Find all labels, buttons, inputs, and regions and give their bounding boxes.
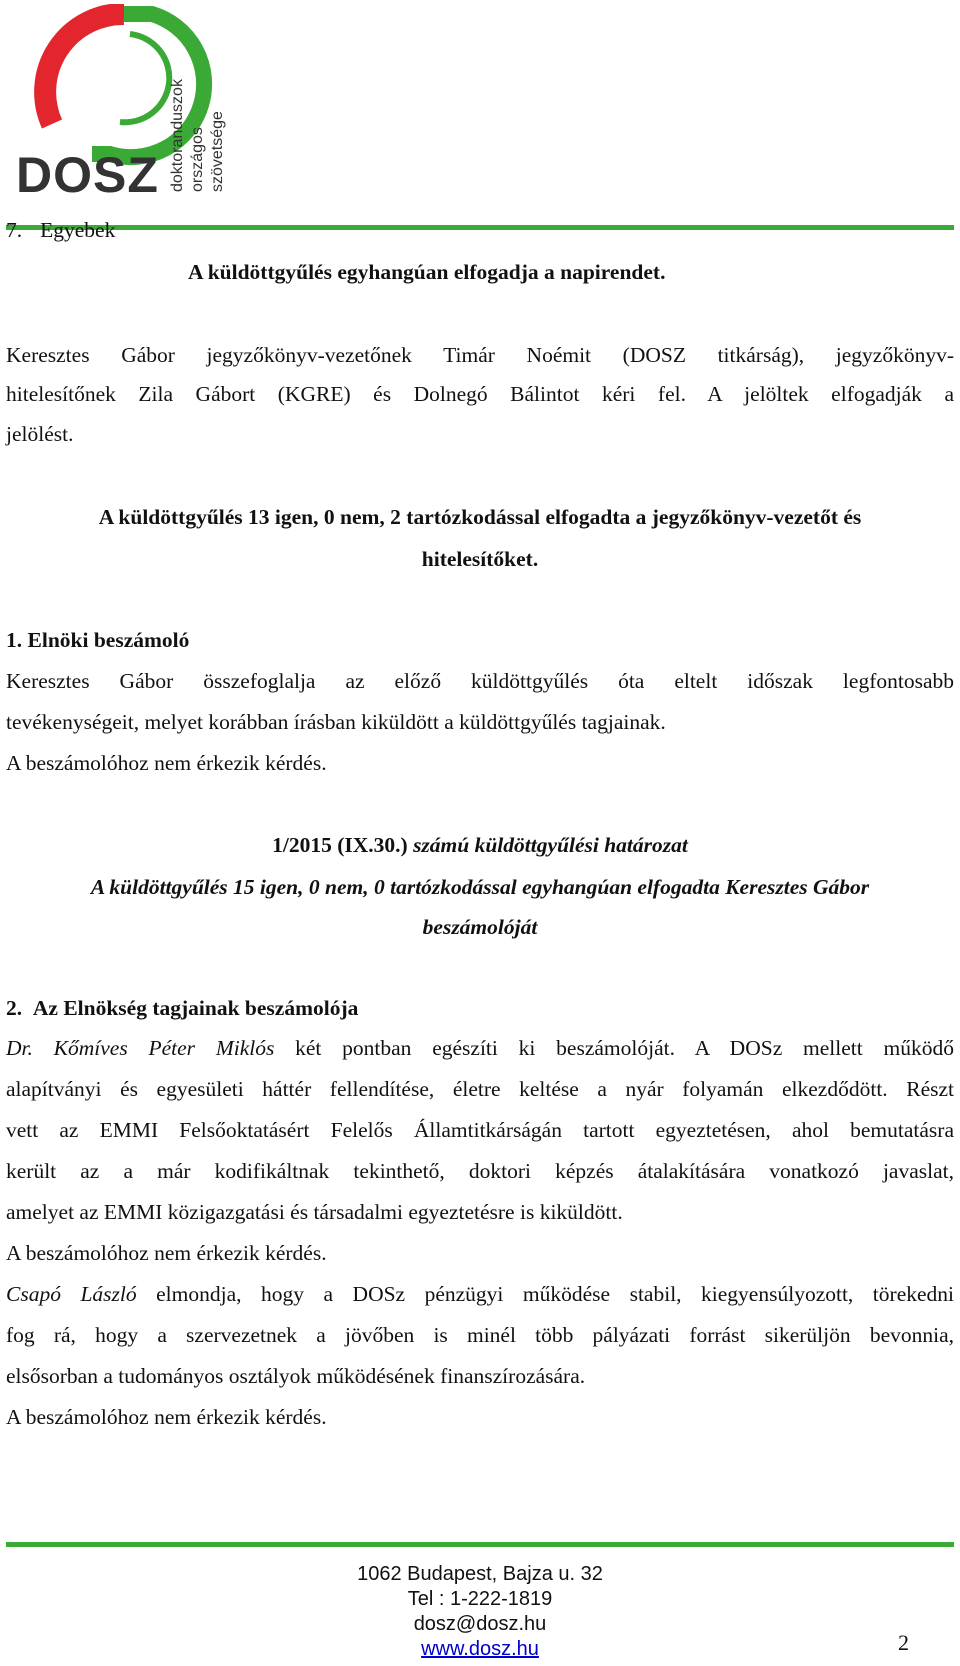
decision-agenda: A küldöttgyűlés egyhangúan elfogadja a napirendet. — [188, 260, 666, 284]
logo-tagline-3: szövetsége — [209, 111, 226, 192]
section2-p2-line-2: fog rá, hogy a szervezetnek a jövőben is minél több pályázati forrást sikerüljön bevonnia, — [6, 1323, 954, 1347]
section2-p2-line-3: elsősorban a tudományos osztályok működésének finanszírozására. — [6, 1364, 586, 1388]
secretary-line-3: jelölést. — [6, 422, 74, 446]
footer-phone: Tel : 1-222-1819 — [407, 1588, 553, 1610]
page-number: 2 — [898, 1630, 909, 1655]
section2-heading: 2. Az Elnökség tagjainak beszámolója — [6, 996, 359, 1020]
section2-p1-name: Dr. Kőmíves Péter Miklós — [6, 1036, 275, 1060]
section1-heading: 1. Elnöki beszámoló — [6, 628, 190, 652]
logo-green-inner — [120, 34, 169, 122]
footer-email: dosz@dosz.hu — [413, 1613, 547, 1635]
section2-p1-line-1 — [6, 1034, 954, 1062]
resolution-number: 1/2015 (IX.30.) — [272, 833, 408, 857]
section1-line-2: tevékenységeit, melyet korábban írásban kiküldött a küldöttgyűlés tagjainak. — [6, 710, 666, 734]
section2-p2-name: Csapó László — [6, 1282, 137, 1306]
dosz-logo — [12, 4, 242, 209]
logo-tagline-2: országos — [189, 127, 206, 192]
section2-p1-line-2: alapítványi és egyesületi háttér fellendítése, életre keltése a nyár folyamán elkezdődött. Részt — [6, 1077, 954, 1101]
resolution-title-rest: számú küldöttgyűlési határozat — [407, 833, 688, 857]
section2-p1-line1-rest: két pontban egészíti ki beszámolóját. A DOSz mellett működő — [274, 1036, 954, 1060]
logo-green-arc — [92, 14, 204, 157]
section2-p2-line-1 — [6, 1280, 954, 1308]
section2-p2-line-4: A beszámolóhoz nem érkezik kérdés. — [6, 1405, 327, 1429]
logo-tagline-1: doktoranduszok — [169, 79, 186, 192]
agenda-item-number: 7. — [6, 218, 23, 242]
resolution-line-2: beszámolóját — [422, 915, 538, 939]
secretary-line-2: hitelesítőnek Zila Gábort (KGRE) és Dolnegó Bálintot kéri fel. A jelöltek elfogadják a — [6, 382, 954, 406]
section2-p1-line-4: került az a már kodifikáltnak tekinthető, doktori képzés átalakítására vonatkozó javaslat, — [6, 1159, 954, 1183]
decision-secretary-line-1: A küldöttgyűlés 13 igen, 0 nem, 2 tartózkodással elfogadta a jegyzőkönyv-vezetőt és — [98, 505, 862, 529]
section2-p1-line-3: vett az EMMI Felsőoktatásért Felelős Államtitkárságán tartott egyeztetésen, ahol bemutatásra — [6, 1118, 954, 1142]
section1-line-1: Keresztes Gábor összefoglalja az előző küldöttgyűlés óta eltelt időszak legfontosabb — [6, 669, 954, 693]
footer-address: 1062 Budapest, Bajza u. 32 — [357, 1563, 603, 1585]
section2-p2-line1-rest: elmondja, hogy a DOSz pénzügyi működése stabil, kiegyensúlyozott, törekedni — [136, 1282, 954, 1306]
footer-website-link[interactable]: www.dosz.hu — [421, 1638, 539, 1660]
decision-secretary-line-2: hitelesítőket. — [421, 547, 539, 571]
section2-p1-line-5: amelyet az EMMI közigazgatási és társadalmi egyeztetésre is kiküldött. — [6, 1200, 623, 1224]
logo-red-arc — [45, 14, 124, 124]
agenda-item — [6, 216, 115, 244]
secretary-line-1: Keresztes Gábor jegyzőkönyv-vezetőnek Timár Noémit (DOSZ titkárság), jegyzőkönyv- — [6, 343, 954, 367]
section1-line-3: A beszámolóhoz nem érkezik kérdés. — [6, 751, 327, 775]
resolution-title — [0, 831, 960, 859]
section2-p1-line-6: A beszámolóhoz nem érkezik kérdés. — [6, 1241, 327, 1265]
logo-wordmark: DOSZ — [16, 147, 159, 203]
agenda-item-label: Egyebek — [40, 218, 116, 242]
footer-divider — [6, 1542, 954, 1547]
header-divider — [6, 225, 954, 230]
resolution-line-1: A küldöttgyűlés 15 igen, 0 nem, 0 tartózkodással egyhangúan elfogadta Keresztes Gábor — [90, 875, 870, 899]
footer-website-row — [0, 1636, 960, 1662]
